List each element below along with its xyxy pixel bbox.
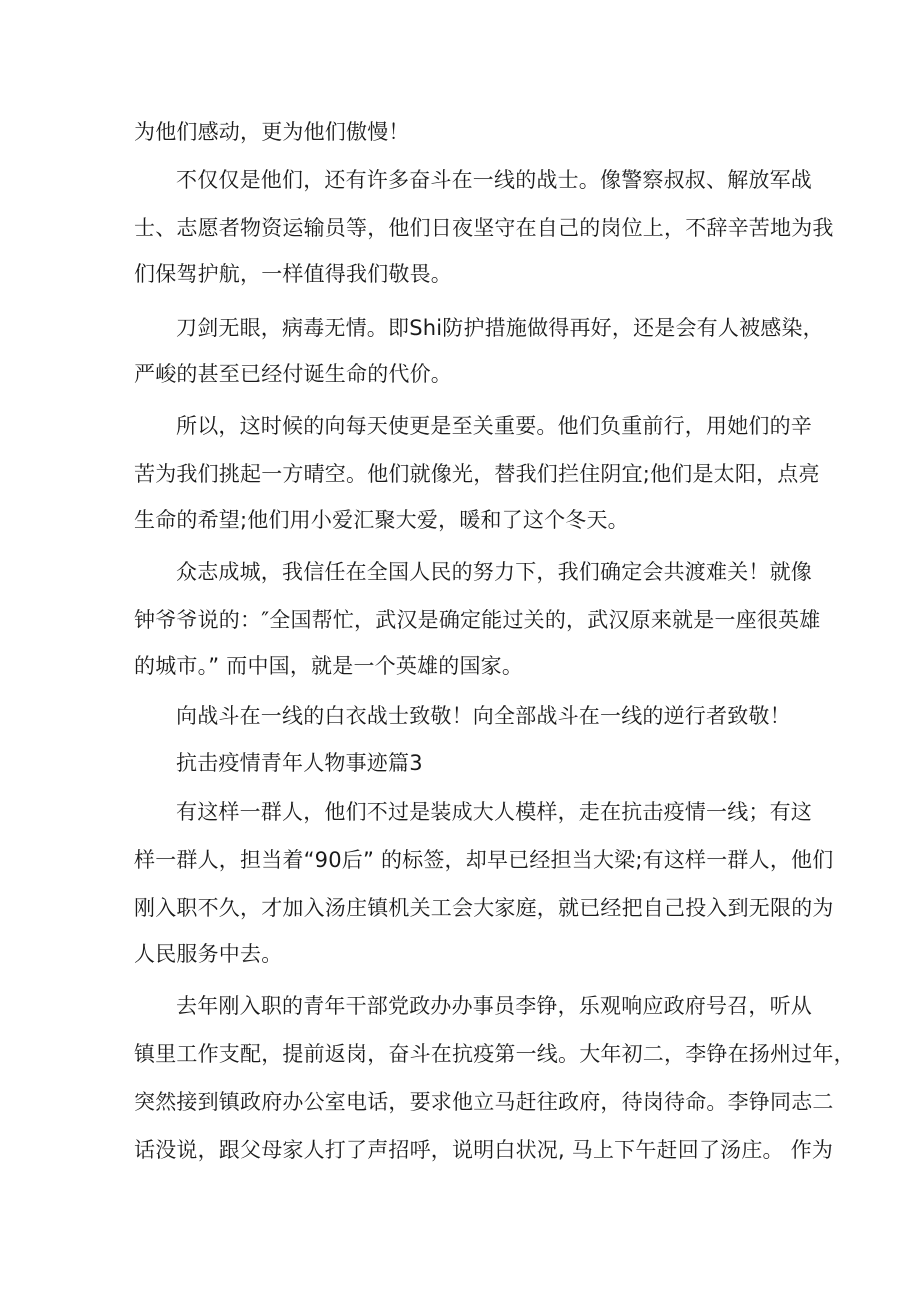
text-line: 镇里工作支配，提前返岗，奋斗在抗疫第一线。大年初二，李铮在扬州过年，	[134, 1042, 855, 1066]
text-line: 严峻的甚至已经付诞生命的代价。	[134, 362, 452, 386]
text-line: 人民服务中去。	[134, 942, 283, 966]
text-line: 话没说，跟父母家人打了声招呼，说明白状况, 马上下午赶回了汤庄。 作为	[134, 1138, 834, 1162]
text-line: 去年刚入职的青年干部党政办办事员李铮，乐观响应政府号召，听从	[176, 994, 812, 1018]
text-line: 生命的希望;他们用小爱汇聚大爱，暖和了这个冬天。	[134, 508, 629, 532]
text-line: 士、志愿者物资运输员等，他们日夜坚守在自己的岗位上，不辞辛苦地为我	[134, 216, 834, 240]
text-line: 的城市。” 而中国，就是一个英雄的国家。	[134, 654, 524, 678]
text-line: 为他们感动，更为他们傲慢！	[134, 120, 410, 144]
text-line: 刚入职不久，才加入汤庄镇机关工会大家庭，就已经把自己投入到无限的为	[134, 896, 834, 920]
text-line: 众志成城，我信任在全国人民的努力下，我们确定会共渡难关！就像	[176, 560, 812, 584]
text-line: 们保驾护航，一样值得我们敬畏。	[134, 262, 452, 286]
text-line: 向战斗在一线的白衣战士致敬！向全部战斗在一线的逆行者致敬！	[176, 704, 791, 728]
section-heading: 抗击疫情青年人物事迹篇3	[176, 751, 423, 775]
text-line: 苦为我们挑起一方晴空。他们就像光，替我们拦住阴宜;他们是太阳，点亮	[134, 462, 820, 486]
text-line: 样一群人，担当着“90后” 的标签，却早已经担当大梁;有这样一群人，他们	[134, 848, 834, 872]
text-line: 钟爷爷说的：″全国帮忙，武汉是确定能过关的，武汉原来就是一座很英雄	[134, 608, 821, 632]
text-line: 所以，这时候的向每天使更是至关重要。他们负重前行，用她们的辛	[176, 414, 812, 438]
text-line: 刀剑无眼，病毒无情。即Shi防护措施做得再好，还是会有人被感染，	[176, 316, 824, 340]
text-line: 有这样一群人，他们不过是装成大人模样，走在抗击疫情一线；有这	[176, 800, 812, 824]
text-line: 突然接到镇政府办公室电话，要求他立马赶往政府，待岗待命。李铮同志二	[134, 1090, 834, 1114]
text-line: 不仅仅是他们，还有许多奋斗在一线的战士。像警察叔叔、解放军战	[176, 168, 812, 192]
